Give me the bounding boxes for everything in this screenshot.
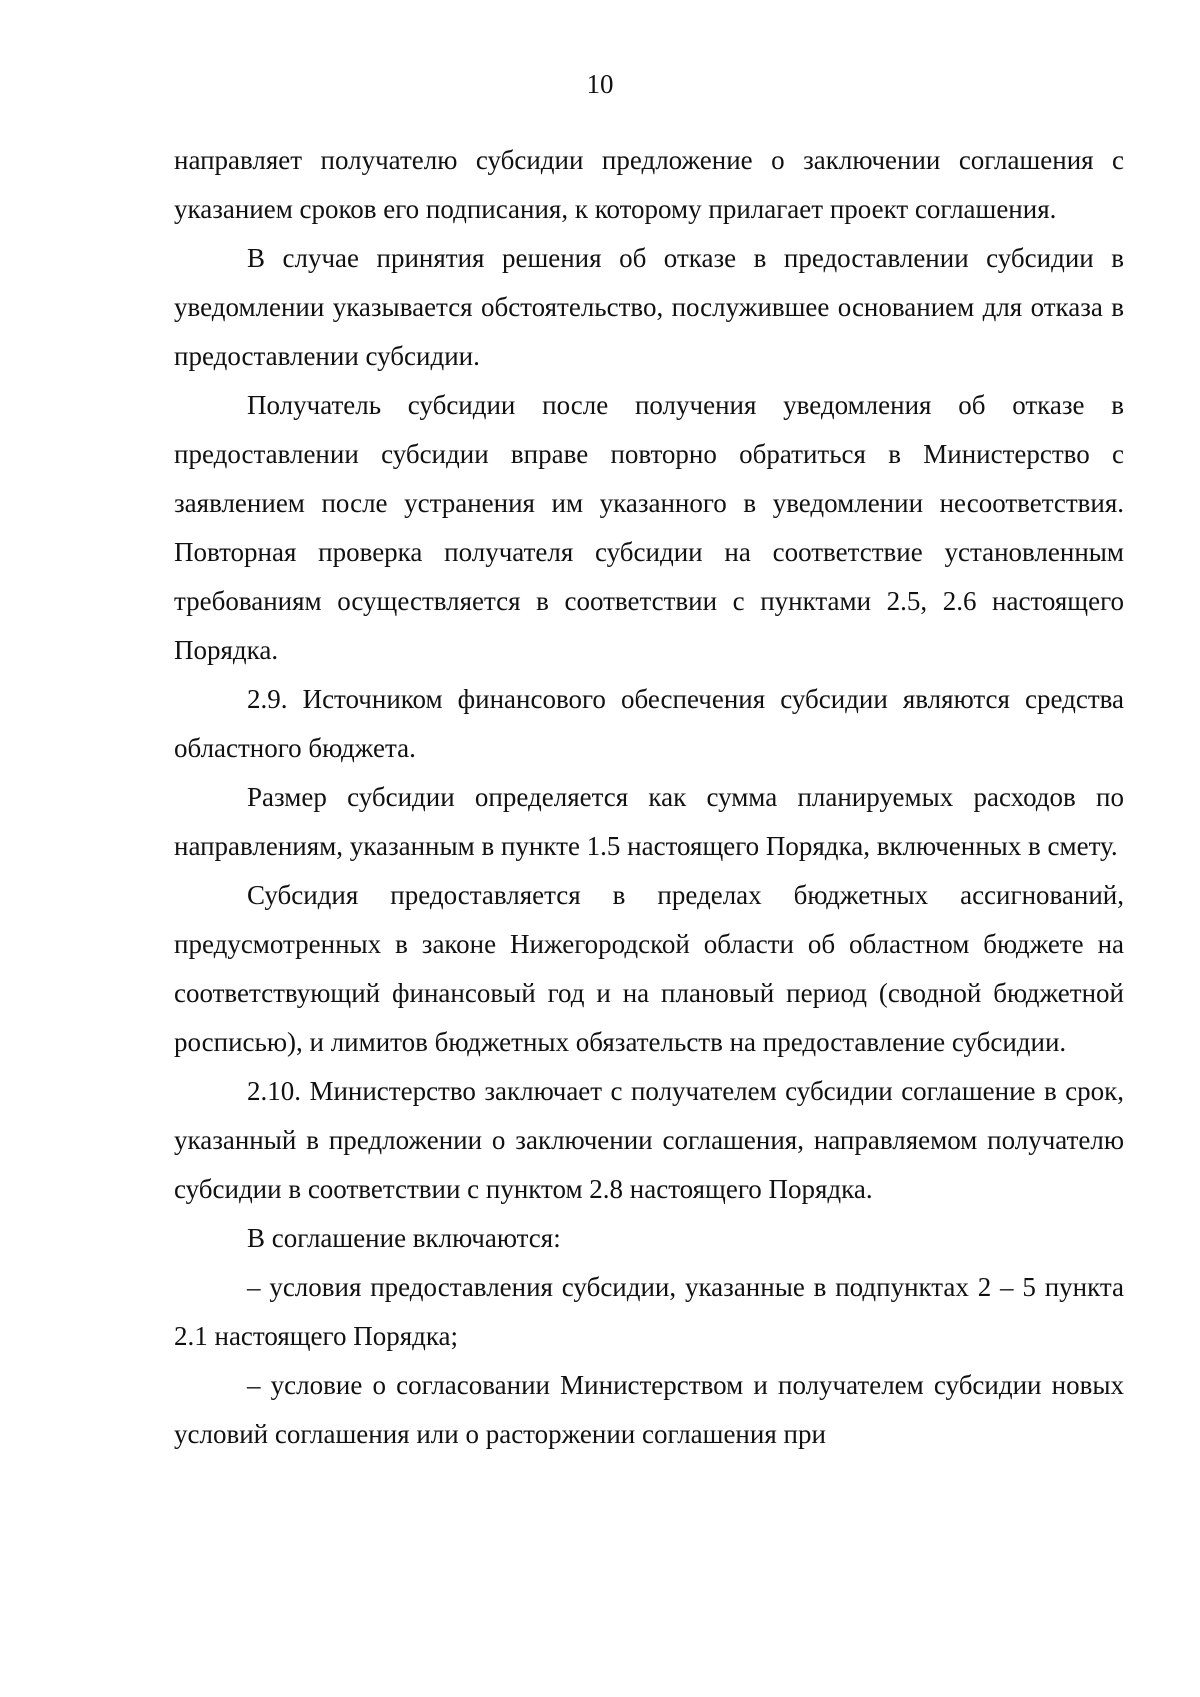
- paragraph-continued: направляет получателю субсидии предложение о заключении соглашения с указанием сроков его подписания, к которому прилагает проект соглашения.: [174, 145, 1124, 224]
- list-item-new-conditions: – условие о согласовании Министерством и получателем субсидии новых условий соглашения или о расторжении соглашения при: [174, 1370, 1124, 1449]
- paragraph-2-9-funding-source: 2.9. Источником финансового обеспечения субсидии являются средства областного бюджета.: [174, 684, 1124, 763]
- document-body: [174, 136, 1124, 1459]
- page-number: 10: [586, 69, 614, 99]
- paragraph-agreement-includes: В соглашение включаются:: [247, 1223, 561, 1253]
- paragraph-budget-limits: Субсидия предоставляется в пределах бюджетных ассигнований, предусмотренных в законе Нижегородской области об областном бюджете на соответствующий финансовый год и на плановый период (сводной бюджетной росписью), и лимитов бюджетных обязательств на предоставление субсидии.: [174, 880, 1124, 1057]
- list-item-conditions: – условия предоставления субсидии, указанные в подпунктах 2 – 5 пункта 2.1 настоящего Порядка;: [174, 1272, 1124, 1351]
- paragraph-subsidy-amount: Размер субсидии определяется как сумма планируемых расходов по направлениям, указанным в пункте 1.5 настоящего Порядка, включенных в смету.: [174, 782, 1124, 861]
- paragraph-2-10-agreement: 2.10. Министерство заключает с получателем субсидии соглашение в срок, указанный в предложении о заключении соглашения, направляемом получателю субсидии в соответствии с пунктом 2.8 настоящего Порядка.: [174, 1076, 1124, 1204]
- paragraph-refusal-notice: В случае принятия решения об отказе в предоставлении субсидии в уведомлении указывается обстоятельство, послужившее основанием для отказа в предоставлении субсидии.: [174, 243, 1124, 371]
- paragraph-reapplication: Получатель субсидии после получения уведомления об отказе в предоставлении субсидии вправе повторно обратиться в Министерство с заявлением после устранения им указанного в уведомлении несоответствия. Повторная проверка получателя субсидии на соответствие установленным требованиям осуществляется в соответствии с пунктами 2.5, 2.6 настоящего Порядка.: [174, 390, 1124, 665]
